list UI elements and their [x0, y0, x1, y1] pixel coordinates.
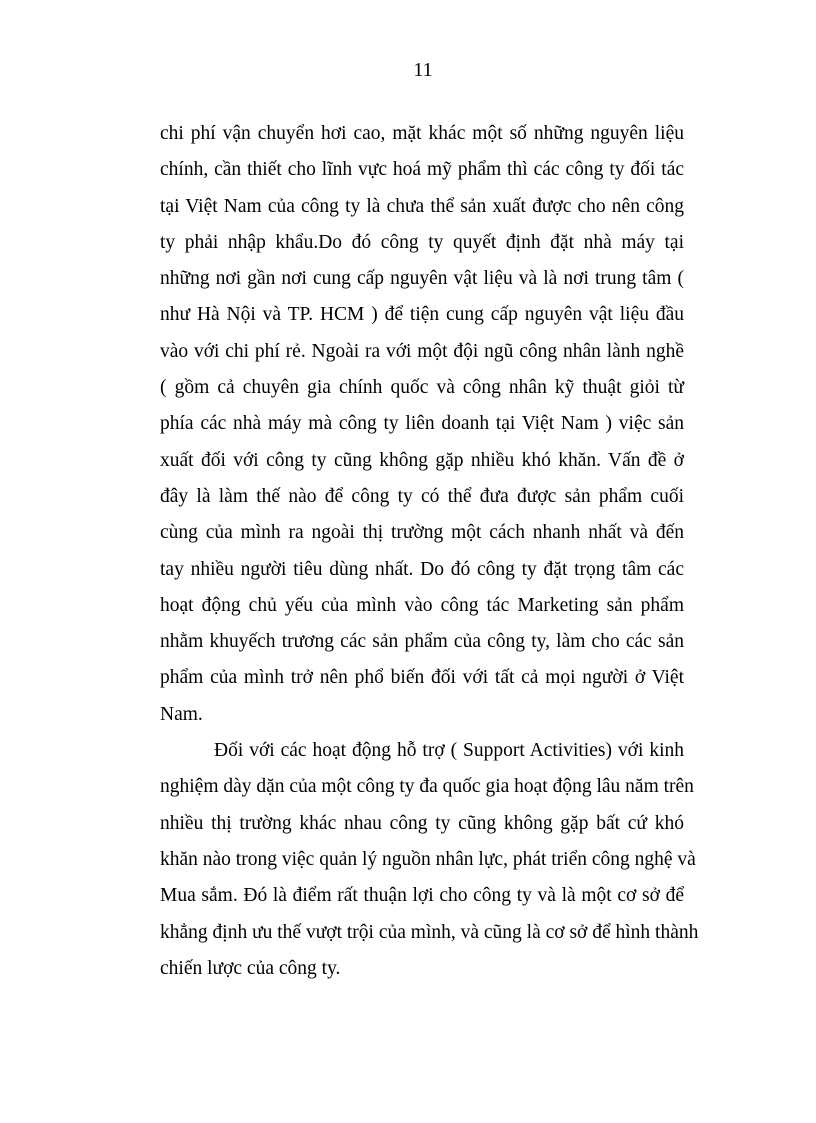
text-line: cùng của mình ra ngoài thị trường một cách nhanh nhất và đến: [160, 522, 684, 544]
text-line: nghiệm dày dặn của một công ty đa quốc gia hoạt động lâu năm trên: [160, 776, 694, 798]
text-line: tại Việt Nam của công ty là chưa thể sản xuất được cho nên công: [160, 195, 684, 217]
paragraph-1: [160, 116, 684, 733]
text-line: nhằm khuyếch trương các sản phẩm của công ty, làm cho các sản: [160, 631, 684, 653]
body-text: [160, 116, 699, 987]
text-line: Nam.: [160, 703, 203, 725]
text-line: chi phí vận chuyển hơi cao, mặt khác một số những nguyên liệu: [160, 123, 684, 144]
text-line: Mua sắm. Đó là điểm rất thuận lợi cho công ty và là một cơ sở để: [160, 885, 684, 907]
text-line: vào với chi phí rẻ. Ngoài ra với một đội ngũ công nhân lành nghề: [160, 340, 684, 362]
text-line: ( gồm cả chuyên gia chính quốc và công nhân kỹ thuật giỏi từ: [160, 377, 684, 399]
text-line: phẩm của mình trở nên phổ biến đối với tất cả mọi người ở Việt: [160, 667, 684, 689]
text-line: ty phải nhập khẩu.Do đó công ty quyết định đặt nhà máy tại: [160, 231, 684, 253]
text-line: như Hà Nội và TP. HCM ) để tiện cung cấp nguyên vật liệu đầu: [160, 304, 684, 326]
page-number: 11: [413, 59, 433, 81]
text-line: đây là làm thế nào để công ty có thể đưa được sản phẩm cuối: [160, 485, 684, 507]
text-line: phía các nhà máy mà công ty liên doanh tại Việt Nam ) việc sản: [160, 413, 684, 435]
text-line: khăn nào trong việc quản lý nguồn nhân lực, phát triển công nghệ và: [160, 848, 696, 870]
text-line: hoạt động chủ yếu của mình vào công tác Marketing sản phẩm: [160, 594, 684, 616]
text-line: khẳng định ưu thế vượt trội của mình, và cũng là cơ sở để hình thành: [160, 921, 699, 943]
text-line: chính, cần thiết cho lĩnh vực hoá mỹ phẩm thì các công ty đối tác: [160, 159, 684, 181]
text-line: Đối với các hoạt động hỗ trợ ( Support Activities) với kinh: [214, 740, 684, 762]
text-line: chiến lược của công ty.: [160, 957, 341, 979]
text-line: xuất đối với công ty cũng không gặp nhiều khó khăn. Vấn đề ở: [160, 449, 684, 471]
text-line: nhiều thị trường khác nhau công ty cũng không gặp bất cứ khó: [160, 812, 684, 834]
text-line: tay nhiều người tiêu dùng nhất. Do đó công ty đặt trọng tâm các: [160, 558, 684, 580]
paragraph-2: [160, 733, 699, 987]
text-line: những nơi gần nơi cung cấp nguyên vật liệu và là nơi trung tâm (: [160, 268, 684, 290]
